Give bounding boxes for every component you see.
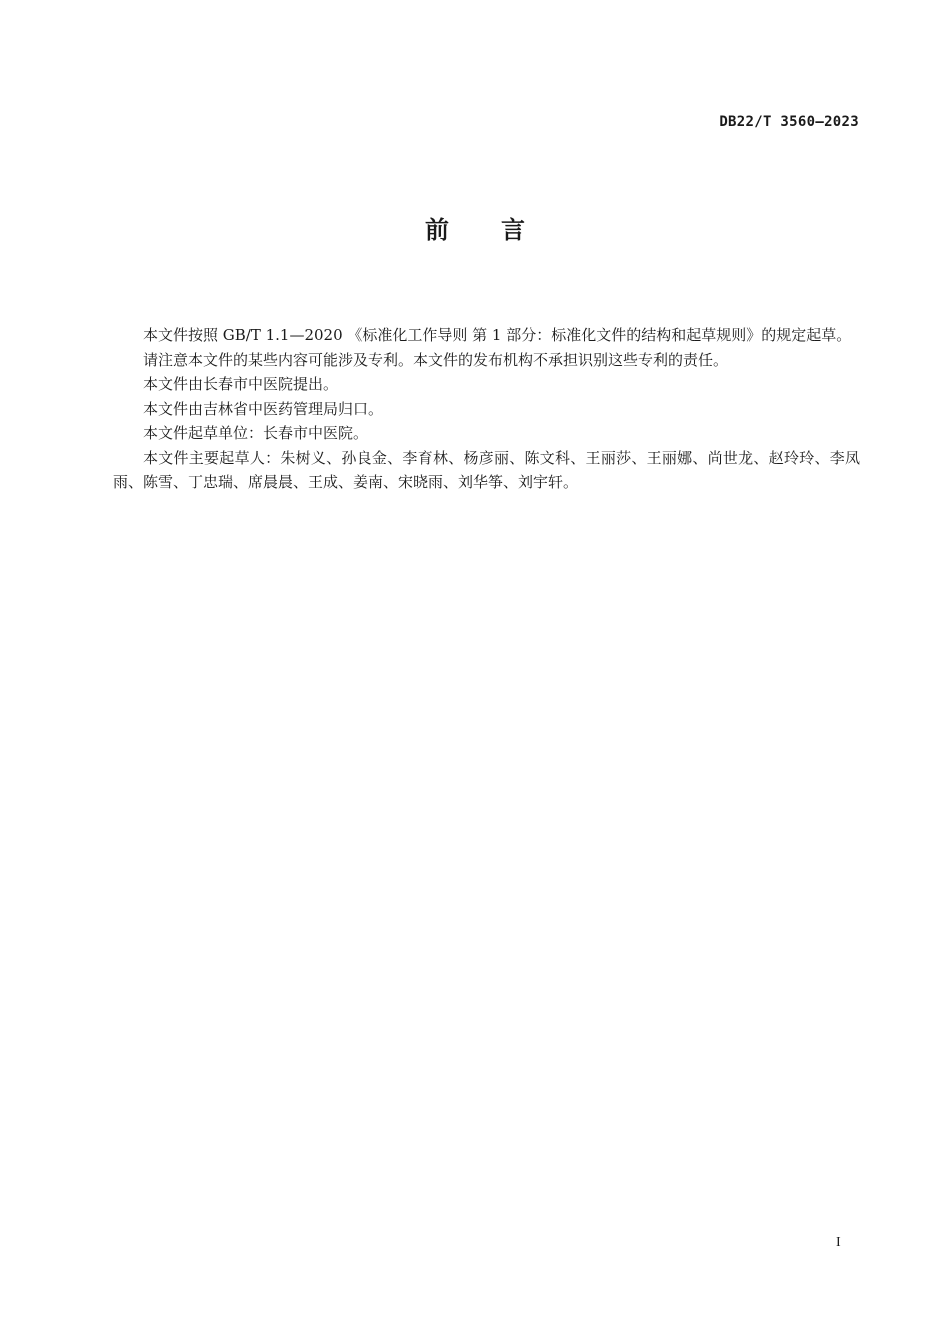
page-title: 前言 <box>425 216 577 244</box>
paragraph-patent-notice: 请注意本文件的某些内容可能涉及专利。本文件的发布机构不承担识别这些专利的责任。 <box>143 350 729 369</box>
paragraph-drafting-unit: 本文件起草单位：长春市中医院。 <box>143 424 369 442</box>
standard-code: DB22/T 3560—2023 <box>719 114 859 130</box>
paragraph-administrator: 本文件由吉林省中医药管理局归口。 <box>143 399 384 418</box>
paragraph-drafting-rules: 本文件按照 GB/T 1.1—2020 《标准化工作导则 第 1 部分：标准化文件的结构和起草规则》的规定起草。 <box>143 326 852 344</box>
paragraph-drafters: 本文件主要起草人：朱树义、孙良金、李育林、杨彦丽、陈文科、王丽莎、王丽娜、尚世龙、赵玲玲、李凤雨、陈雪、丁忠瑞、席晨晨、王成、姜南、宋晓雨、刘华筝、刘宇轩。 <box>113 448 860 491</box>
page-number: I <box>836 1235 841 1250</box>
foreword-body <box>113 323 860 495</box>
paragraph-proposer: 本文件由长春市中医院提出。 <box>143 375 339 393</box>
